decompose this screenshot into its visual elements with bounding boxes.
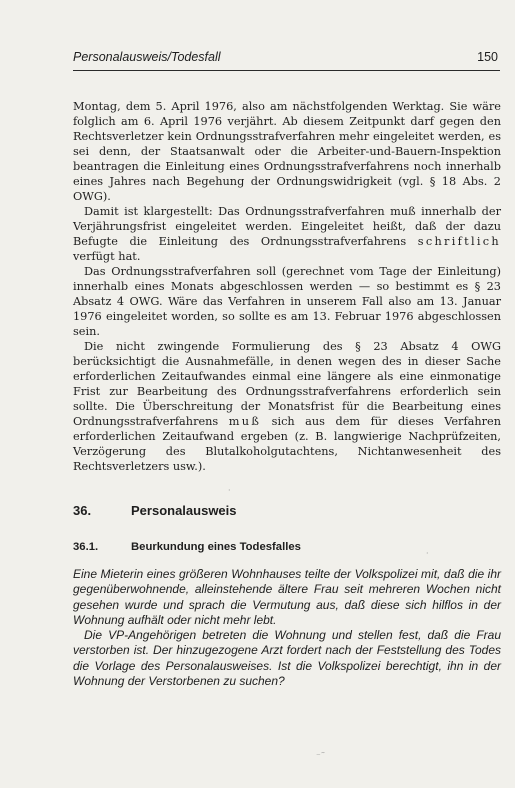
section-number: 36.: [73, 503, 92, 518]
paragraph-2-end: verfügt hat.: [73, 250, 141, 263]
paragraph-4-text-b: sich aus dem für dieses Verfahren erforderlichen Zeitaufwand ergeben (z. B. langwierige Nachprüfzeiten, Verzögerung des Blutalkoholgutachtens, Nichtanwesenheit des Rechtsverletzers usw.).: [73, 415, 502, 473]
running-title: Personalausweis/Todesfall: [73, 50, 221, 64]
section-heading: [73, 503, 237, 518]
section-title: Personalausweis: [131, 503, 237, 518]
subsection-title: Beurkundung eines Todesfalles: [131, 541, 301, 553]
emphasis-muss: muß: [228, 415, 262, 428]
case-description: [73, 567, 501, 689]
paragraph-4-text-a: Die nicht zwingende Formulierung des § 23 Absatz 4 OWG berücksichtigt die Ausnahmefälle, in denen wegen des in dieser Sache erforderlichen Zeitaufwandes einmal eine längere als eine einmonatige Frist zur Bearbeitung des Ordnungsstrafverfahrens erforderlich sein sollte. Die Überschreitung der Monatsfrist für die Bearbeitung eines Ordnungsstrafverfahrens: [73, 340, 501, 428]
subsection-heading: [73, 541, 301, 553]
subsection-number: 36.1.: [73, 541, 99, 553]
paragraph-3: Das Ordnungsstrafverfahren soll (gerechnet vom Tage der Einleitung) innerhalb eines Monats abgeschlossen werden — so bestimmt es § 23 Absatz 4 OWG. Wäre das Verfahren in unserem Fall also am 13. Januar 1976 eingeleitet worden, so sollte es am 13. Februar 1976 abgeschlossen sein.: [73, 265, 501, 338]
case-paragraph-1: Eine Mieterin eines größeren Wohnhauses teilte der Volkspolizei mit, daß die ihr gegenüberwohnende, alleinstehende ältere Frau seit mehreren Wochen nicht gesehen wurde und sprach die Vermutung aus, daß diese sich hilflos in der Wohnung aufhält oder nicht mehr lebt.: [73, 567, 501, 627]
print-speck: ·: [426, 549, 429, 558]
print-smudge: ⁻˜: [316, 752, 326, 762]
page-number: 150: [477, 50, 498, 64]
paragraph-4: [73, 339, 501, 474]
body-text: [73, 99, 501, 474]
case-paragraph-2: Die VP-Angehörigen betreten die Wohnung und stellen fest, daß die Frau verstorben ist. Der hinzugezogene Arzt fordert nach der Feststellung des Todes die Vorlage des Personalausweises. Ist die Volkspolizei berechtigt, ihn in der Wohnung der Verstorbenen zu suchen?: [73, 628, 501, 689]
paragraph-1: Montag, dem 5. April 1976, also am nächstfolgenden Werktag. Sie wäre folglich am 6. April 1976 verjährt. Ab diesem Zeitpunkt darf gegen den Rechtsverletzer kein Ordnungsstrafverfahren mehr eingeleitet werden, es sei denn, der Staatsanwalt oder die Arbeiter-und-Bauern-Inspektion beantragen die Einleitung eines Ordnungsstrafverfahrens noch innerhalb eines Jahres nach Begehung der Ordnungswidrigkeit (vgl. § 18 Abs. 2 OWG).: [73, 100, 501, 203]
paragraph-2-text: Damit ist klargestellt: Das Ordnungsstrafverfahren muß innerhalb der Verjährungsfrist eingeleitet werden. Eingeleitet heißt, daß der dazu Befugte die Einleitung des Ordnungsstrafverfahrens: [73, 205, 501, 248]
emphasis-schriftlich: schriftlich: [417, 235, 501, 248]
paragraph-2: [73, 204, 501, 264]
header-rule: [73, 70, 500, 71]
running-header: [73, 50, 500, 70]
print-speck: ·: [228, 486, 231, 495]
